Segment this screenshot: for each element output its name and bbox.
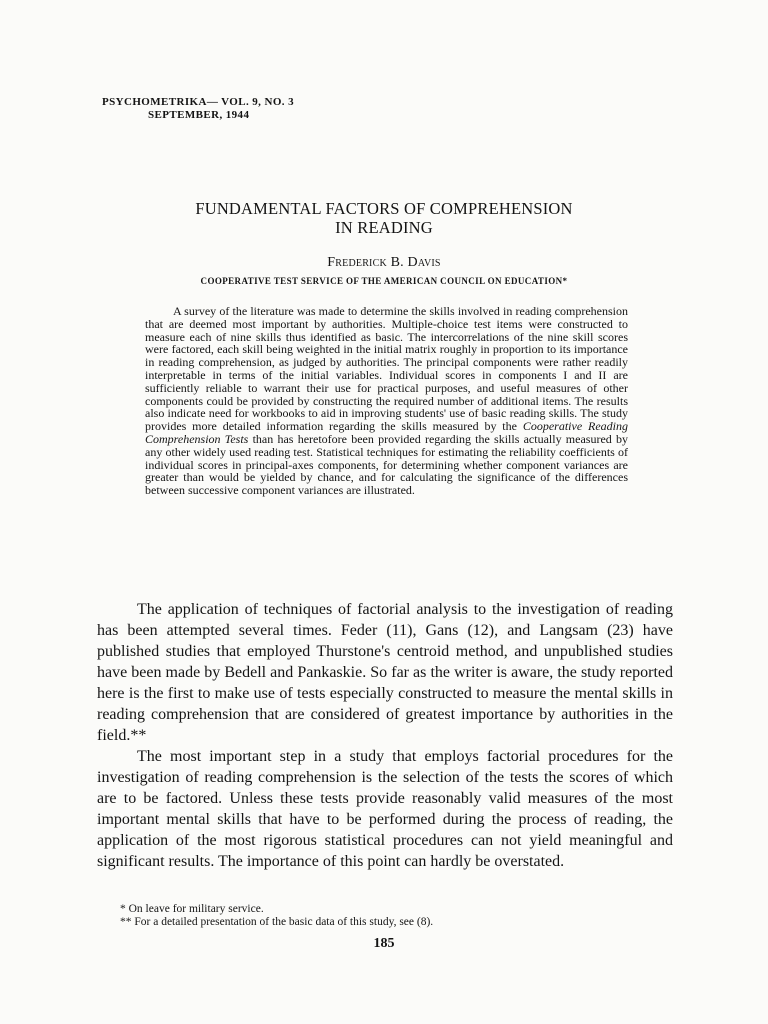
footnote-1: * On leave for military service.: [120, 903, 264, 915]
journal-header: [102, 96, 294, 122]
footnote-2: ** For a detailed presentation of the basic data of this study, see (8).: [120, 916, 434, 928]
journal-volume-line: PSYCHOMETRIKA— VOL. 9, NO. 3: [102, 96, 294, 108]
footnotes: [120, 903, 680, 929]
abstract-italic-title: Cooperative Reading Comprehension Tests: [145, 419, 628, 446]
journal-date-line: SEPTEMBER, 1944: [148, 109, 250, 121]
body-paragraph-1: The application of techniques of factorial analysis to the investigation of reading has been attempted several times. Feder (11), Gans (12), and Langsam (23) have published studies that employed Thurstone's centroid method, and unpublished studies have been made by Bedell and Pankaskie. So far as the writer is aware, the study reported here is the first to make use of tests especially constructed to measure the mental skills in reading comprehension that are considered of greatest importance by authorities in the field.**: [97, 601, 673, 744]
article-title: [0, 199, 768, 237]
abstract-text-part2: than has heretofore been provided regarding the skills actually measured by any other widely used reading test. Statistical techniques for estimating the reliability coefficients of individual scores in principal-axes components, for determining whether component variances are greater than would be yielded by chance, and for calculating the significance of the differences between successive component variances are illustrated.: [145, 431, 629, 498]
body-paragraph-2: The most important step in a study that employs factorial procedures for the investigation of reading comprehension is the selection of the tests the scores of which are to be factored. Unless these tests provide reasonably valid measures of the most important mental skills that have to be performed during the process of reading, the application of the most rigorous statistical procedures can not yield meaningful and significant results. The importance of this point can hardly be overstated.: [97, 748, 673, 870]
title-line-2: IN READING: [335, 218, 433, 237]
page-number: 185: [373, 936, 395, 951]
author-affiliation: COOPERATIVE TEST SERVICE OF THE AMERICAN COUNCIL ON EDUCATION*: [200, 276, 568, 286]
author-name: Frederick B. Davis: [327, 255, 441, 270]
body-text: [97, 599, 673, 872]
abstract: [145, 305, 628, 497]
abstract-text-part1: A survey of the literature was made to determine the skills involved in reading comprehension that are deemed most important by authorities. Multiple-choice test items were constructed to measure each of nine skills thus identified as basic. The intercorrelations of the nine skill scores were factored, each skill being weighted in the initial matrix roughly in proportion to its importance in reading comprehension, as judged by authorities. The principal components were rather readily interpretable in terms of the initial variables. Individual scores in components I and II are sufficiently reliable to warrant their use for practical purposes, and useful measures of other components could be provided by constructing the required number of additional items. The results also indicate need for workbooks to aid in improving students' use of basic reading skills. The study provides more detailed information regarding the skills measured by the: [145, 304, 628, 434]
title-line-1: FUNDAMENTAL FACTORS OF COMPREHENSION: [195, 199, 573, 218]
